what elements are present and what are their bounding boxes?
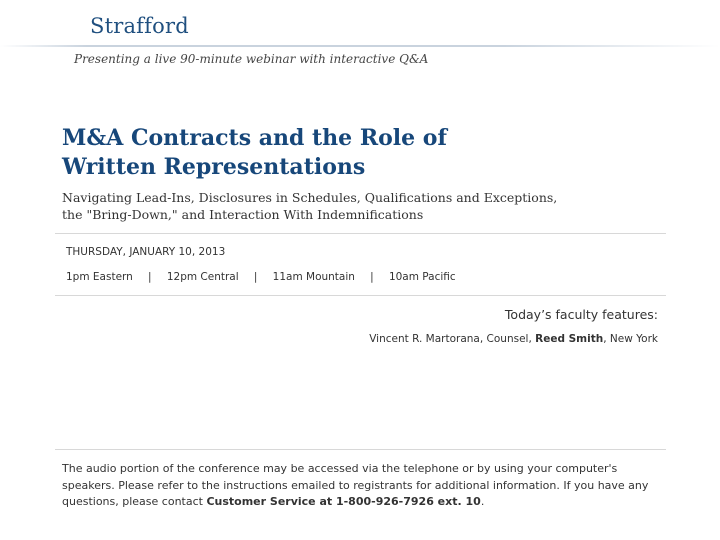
divider-top <box>55 233 666 234</box>
subtitle-line-2: the "Bring-Down," and Interaction With Indemnifications <box>62 207 424 222</box>
footer-text: The audio portion of the conference may be accessed via the telephone or by using your computer's speakers. Please refer to the instructions emailed to registrants for additional information. If you have any questions, please contact <box>62 462 649 508</box>
faculty-member <box>369 333 658 345</box>
header-divider <box>0 45 720 47</box>
time-separator: | <box>148 271 152 283</box>
title-line-1: M&A Contracts and the Role of <box>62 125 447 151</box>
faculty-name: Vincent R. Martorana, Counsel, <box>369 333 536 345</box>
subtitle <box>62 189 622 223</box>
faculty-location: , New York <box>603 333 658 345</box>
footer-end: . <box>480 495 485 508</box>
time-separator: | <box>370 271 374 283</box>
tagline: Presenting a live 90-minute webinar with interactive Q&A <box>74 52 429 66</box>
event-times <box>66 271 456 283</box>
divider-schedule <box>55 295 666 296</box>
footer-notice <box>62 461 662 511</box>
subtitle-line-1: Navigating Lead-Ins, Disclosures in Schedules, Qualifications and Exceptions, <box>62 190 558 205</box>
faculty-firm: Reed Smith <box>535 333 604 345</box>
page-title <box>62 124 447 182</box>
title-line-2: Written Representations <box>62 154 366 180</box>
time-separator: | <box>253 271 258 283</box>
time-central: 12pm Central <box>166 271 239 283</box>
divider-bottom <box>55 449 666 450</box>
customer-service-contact: Customer Service at 1-800-926-7926 ext. 10 <box>206 495 481 508</box>
logo: Strafford <box>90 14 189 38</box>
faculty-heading: Today’s faculty features: <box>504 307 658 322</box>
time-pacific: 10am Pacific <box>388 271 456 283</box>
time-eastern: 1pm Eastern <box>66 271 133 283</box>
event-date: THURSDAY, JANUARY 10, 2013 <box>66 246 226 258</box>
time-mountain: 11am Mountain <box>272 271 355 283</box>
